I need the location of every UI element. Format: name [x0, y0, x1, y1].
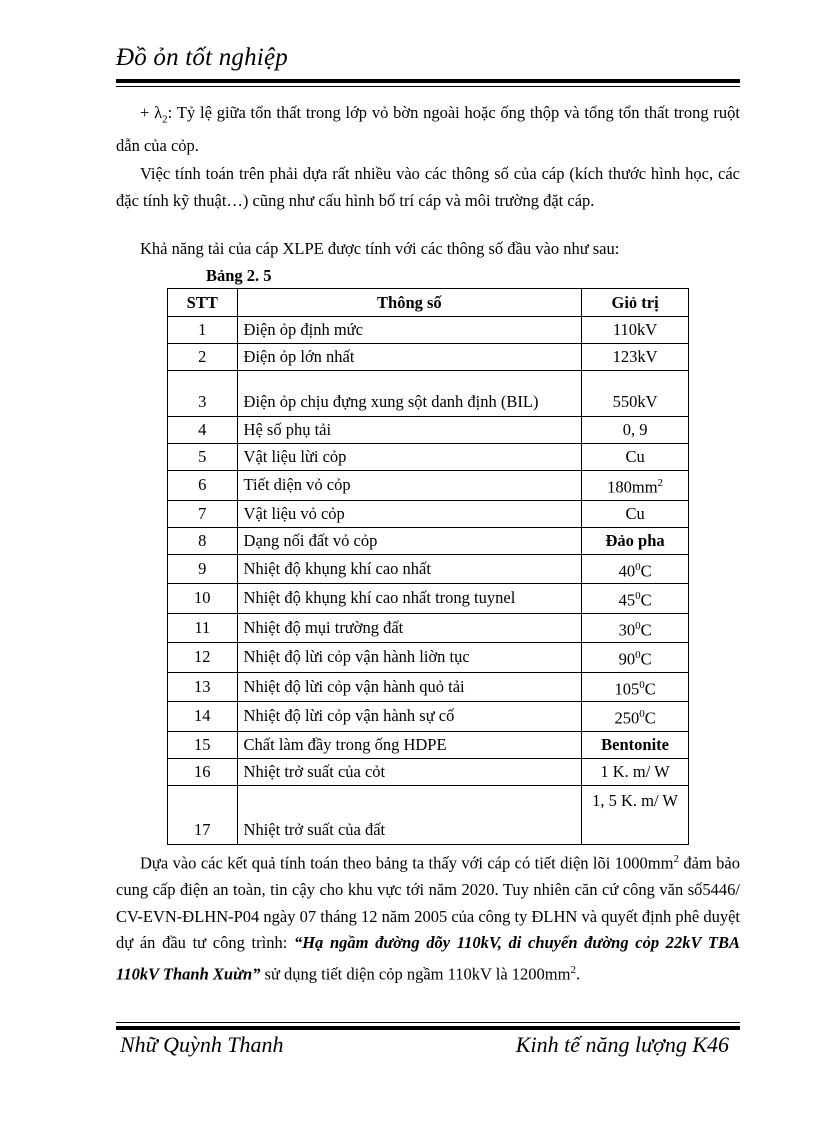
row-value	[582, 554, 689, 584]
row-index: 2	[168, 344, 238, 371]
row-index: 9	[168, 554, 238, 584]
project-name: “Hạ ngầm đường dõy 110kV, di chuyển đường cỏp 22kV TBA 110kV Thanh Xuừn”	[116, 933, 740, 983]
row-value	[582, 471, 689, 501]
table-row	[168, 758, 689, 785]
row-value	[582, 702, 689, 732]
lambda-subscript: 2	[162, 113, 168, 126]
row-parameter: Nhiệt độ lừi cỏp vận hành sự cố	[237, 702, 582, 732]
value-unit: C	[640, 590, 652, 610]
header-title: Đồ ỏn tốt nghiệp	[116, 44, 288, 71]
row-parameter: Tiết diện vỏ cỏp	[237, 471, 582, 501]
table-row	[168, 500, 689, 527]
header-stt: STT	[168, 289, 238, 317]
table-row	[168, 554, 689, 584]
row-index: 4	[168, 417, 238, 444]
row-value: 1, 5 K. m/ W	[582, 785, 689, 844]
row-parameter: Điện ỏp định mức	[237, 317, 582, 344]
row-index: 6	[168, 471, 238, 501]
row-index: 7	[168, 500, 238, 527]
lambda-text: : Tỷ lệ giữa tổn thất trong lớp vỏ bờn ngoài hoặc ống thộp và tổng tổn thất trong ruột dẫn của cỏp.	[116, 103, 740, 155]
row-value: 550kV	[582, 371, 689, 417]
row-parameter: Nhiệt độ lừi cỏp vận hành quỏ tải	[237, 672, 582, 702]
row-parameter: Điện ỏp lớn nhất	[237, 344, 582, 371]
conclusion-paragraph	[116, 846, 740, 988]
row-index: 14	[168, 702, 238, 732]
value-unit: C	[640, 649, 652, 669]
intro-paragraphs	[116, 100, 740, 214]
row-index: 12	[168, 643, 238, 673]
table-row	[168, 444, 689, 471]
row-parameter: Nhiệt độ khụng khí cao nhất	[237, 554, 582, 584]
row-value: 110kV	[582, 317, 689, 344]
footer-course: Kinh tế năng lượng K46	[515, 1032, 729, 1057]
table-row	[168, 731, 689, 758]
row-value	[582, 584, 689, 614]
lambda-symbol: + λ	[140, 103, 163, 122]
row-parameter: Điện ỏp chịu đựng xung sột danh định (BIL)	[237, 371, 582, 417]
row-parameter: Vật liệu vỏ cỏp	[237, 500, 582, 527]
row-parameter: Nhiệt độ lừi cỏp vận hành liờn tục	[237, 643, 582, 673]
value-number: 105	[614, 679, 640, 698]
value-unit: C	[644, 708, 656, 728]
value-number: 90	[618, 649, 636, 669]
row-index: 1	[168, 317, 238, 344]
value-unit: C	[640, 561, 652, 580]
value-number: 40	[618, 561, 636, 580]
table-row	[168, 471, 689, 501]
table-row	[168, 785, 689, 844]
table-header-row	[168, 289, 689, 317]
row-index: 11	[168, 613, 238, 643]
table-row	[168, 417, 689, 444]
lambda-definition	[116, 100, 740, 159]
table-intro	[116, 236, 740, 263]
value-number: 30	[618, 620, 636, 639]
value-unit: C	[644, 679, 656, 698]
row-index: 13	[168, 672, 238, 702]
row-index: 3	[168, 371, 238, 417]
table-row	[168, 672, 689, 702]
conclusion-sup-1: 2	[673, 853, 679, 865]
row-index: 8	[168, 527, 238, 554]
row-parameter: Chất làm đầy trong ống HDPE	[237, 731, 582, 758]
row-value	[582, 672, 689, 702]
value-superscript: 2	[657, 477, 664, 489]
value-number: 180mm	[607, 477, 658, 497]
table-row	[168, 317, 689, 344]
value-superscript: 0	[639, 678, 645, 691]
value-superscript: 0	[635, 590, 641, 602]
row-parameter: Nhiệt độ khụng khí cao nhất trong tuynel	[237, 584, 582, 614]
row-value	[582, 643, 689, 673]
row-parameter: Nhiệt trở suất của đất	[237, 785, 582, 844]
header-rule-thick	[116, 79, 740, 83]
conclusion-part-1: Dựa vào các kết quả tính toán theo bảng ta thấy với cáp có tiết diện lõi 1000mm	[140, 853, 674, 873]
row-parameter: Nhiệt trở suất của cỏt	[237, 758, 582, 785]
value-superscript: 0	[635, 560, 641, 573]
row-value: Bentonite	[582, 731, 689, 758]
conclusion-part-4: .	[575, 964, 581, 983]
table-row	[168, 702, 689, 732]
header-value: Giỏ trị	[582, 289, 689, 317]
header-parameter: Thông số	[237, 289, 582, 317]
row-value: Cu	[582, 444, 689, 471]
table-caption: Bảng 2. 5	[206, 266, 272, 285]
row-value: Đảo pha	[582, 527, 689, 554]
table-row	[168, 371, 689, 417]
footer-author: Nhữ Quỳnh Thanh	[120, 1032, 284, 1057]
row-index: 5	[168, 444, 238, 471]
value-superscript: 0	[635, 619, 641, 632]
conclusion-part-3: sử dụng tiết diện cỏp ngầm 110kV là 1200mm	[260, 964, 571, 983]
value-unit: C	[640, 620, 652, 639]
row-index: 10	[168, 584, 238, 614]
row-parameter: Dạng nối đất vỏ cỏp	[237, 527, 582, 554]
value-number: 45	[618, 590, 636, 610]
footer-rule-thick	[116, 1026, 740, 1030]
calc-note-paragraph: Việc tính toán trên phải dựa rất nhiều vào các thông số của cáp (kích thước hình học, các đặc tính kỹ thuật…) cũng như cấu hình bố trí cáp và môi trường đặt cáp.	[116, 164, 740, 210]
parameter-table	[167, 288, 689, 845]
conclusion-text	[116, 846, 740, 988]
row-value: Cu	[582, 500, 689, 527]
footer-rule-thin	[116, 1022, 740, 1023]
header-rule-thin	[116, 86, 740, 87]
value-superscript: 0	[635, 649, 641, 661]
table-row	[168, 344, 689, 371]
table-row	[168, 643, 689, 673]
value-number: 250	[614, 708, 640, 728]
table-intro-text: Khả năng tải của cáp XLPE được tính với các thông số đầu vào như sau:	[140, 239, 620, 258]
row-value: 123kV	[582, 344, 689, 371]
value-superscript: 0	[639, 708, 645, 720]
table-row	[168, 613, 689, 643]
row-value: 0, 9	[582, 417, 689, 444]
conclusion-part-2: đảm bảo cung cấp điện an toàn, tin cậy cho khu vực tới năm 2020. Tuy nhiên căn cứ công văn số5446/ CV-EVN-ĐLHN-P04 ngày 07 tháng 12 năm 2005 của công ty ĐLHN và quyết định phê duyệt dự án đầu tư công trình:	[116, 853, 740, 952]
row-index: 17	[168, 785, 238, 844]
row-index: 15	[168, 731, 238, 758]
row-index: 16	[168, 758, 238, 785]
row-parameter: Nhiệt độ mụi trường đất	[237, 613, 582, 643]
table-row	[168, 584, 689, 614]
row-parameter: Hệ số phụ tải	[237, 417, 582, 444]
table-row	[168, 527, 689, 554]
row-value	[582, 613, 689, 643]
conclusion-sup-2: 2	[570, 963, 576, 976]
row-parameter: Vật liệu lừi cỏp	[237, 444, 582, 471]
row-value: 1 K. m/ W	[582, 758, 689, 785]
